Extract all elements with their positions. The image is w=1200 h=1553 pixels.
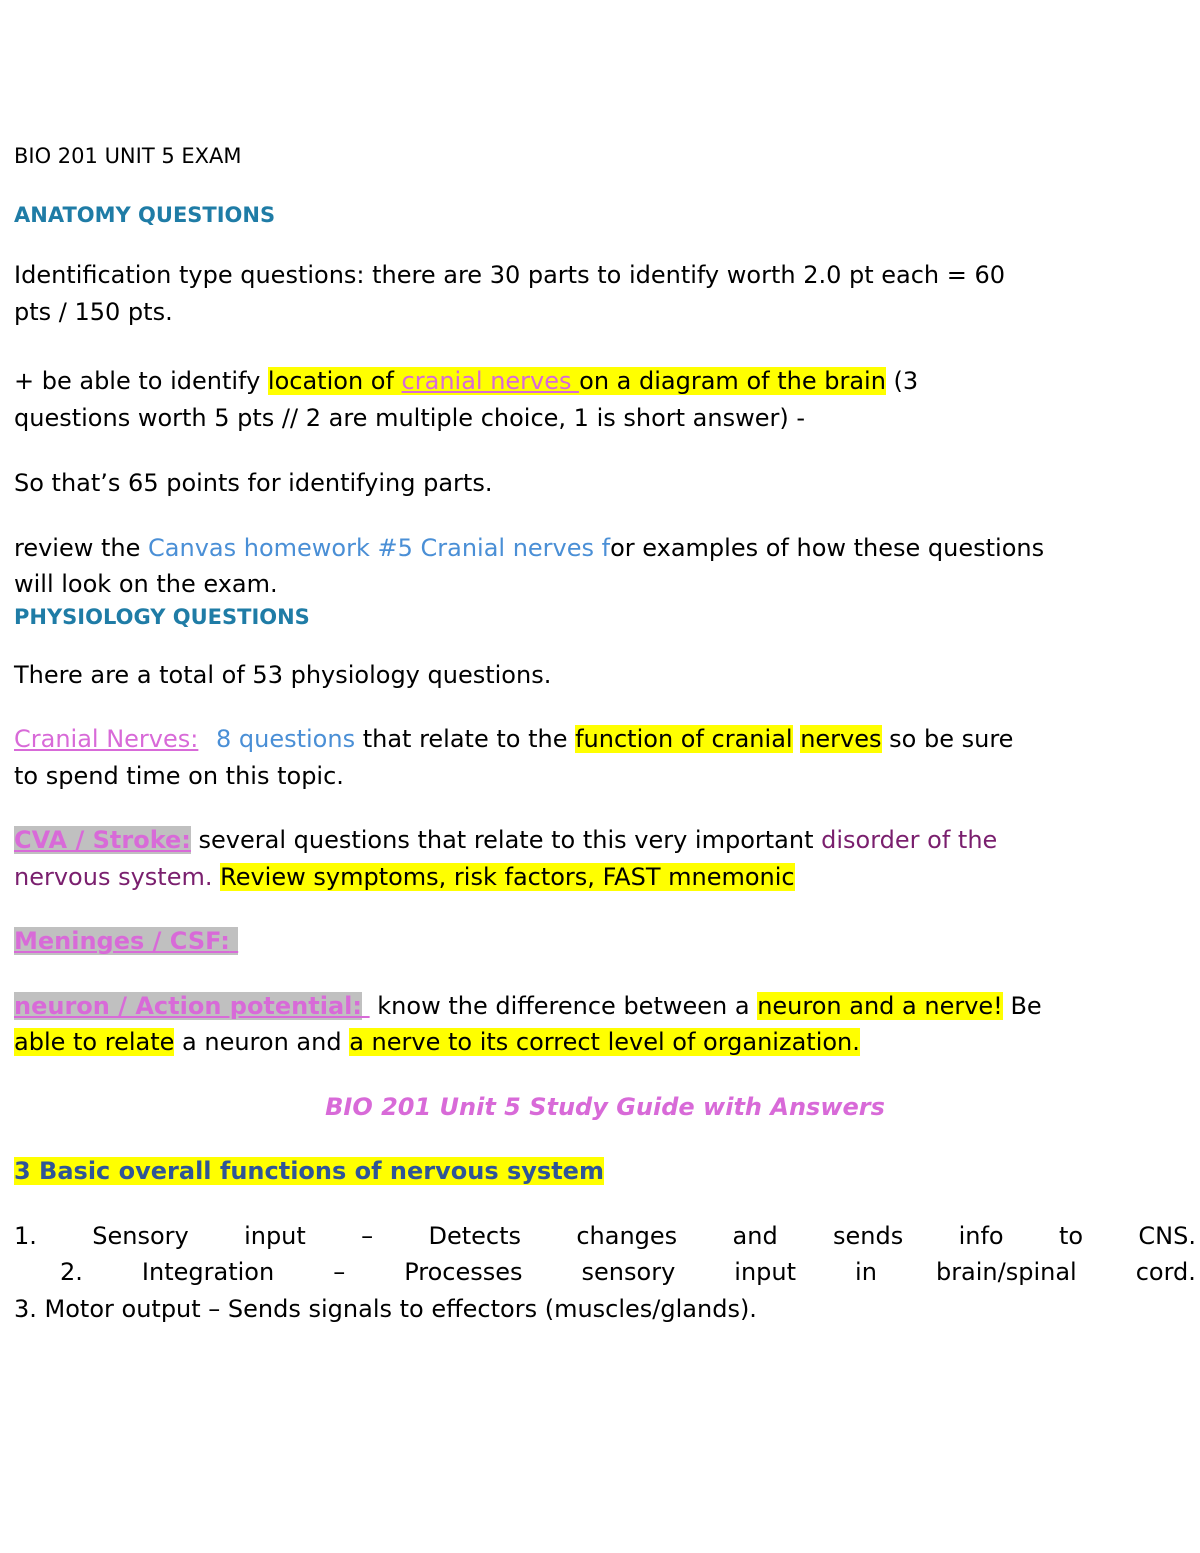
word: in	[855, 1258, 877, 1286]
anatomy-heading: ANATOMY QUESTIONS	[14, 203, 276, 227]
list-item	[14, 1254, 1196, 1291]
text-line: pts / 150 pts.	[14, 297, 173, 326]
highlighted-text: location of	[267, 367, 402, 395]
word: input	[244, 1221, 306, 1250]
text-line: questions worth 5 pts // 2 are multiple choice, 1 is short answer) -	[14, 403, 806, 432]
document-page	[14, 141, 1196, 1327]
highlighted-text: neuron and a nerve!	[757, 991, 1003, 1020]
list-item: 3. Motor output – Sends signals to effectors (muscles/glands).	[14, 1294, 757, 1323]
word: CNS.	[1138, 1221, 1196, 1250]
word: –	[361, 1221, 374, 1250]
meninges-section	[14, 923, 1196, 960]
text-run: several questions that relate to this very important	[190, 826, 822, 854]
physiology-total: There are a total of 53 physiology questions.	[14, 660, 552, 689]
text-run: Be	[1002, 991, 1042, 1020]
word: Sensory	[92, 1221, 189, 1250]
text-line: Identification type questions: there are 30 parts to identify worth 2.0 pt each = 60	[14, 261, 1006, 289]
highlighted-text: on a diagram of the brain	[579, 367, 886, 395]
highlighted-text: a nerve to its correct level of organization.	[349, 1028, 860, 1056]
meninges-label: Meninges / CSF:	[14, 927, 230, 955]
neuron-label: neuron / Action potential:	[14, 991, 362, 1020]
cranial-nerves-section	[14, 721, 1196, 794]
text-run: know the difference between a	[369, 991, 758, 1020]
word: changes	[576, 1221, 678, 1250]
list-item	[14, 1218, 1196, 1255]
anatomy-paragraph-4	[14, 530, 1196, 603]
physiology-heading: PHYSIOLOGY QUESTIONS	[14, 604, 310, 629]
purple-text: disorder of the	[821, 826, 998, 854]
text-line: will look on the exam.	[14, 570, 278, 598]
cranial-nerves-label: Cranial Nerves:	[14, 725, 199, 753]
word: Processes	[404, 1258, 523, 1286]
cranial-nerves-link[interactable]: cranial nerves	[401, 367, 580, 395]
word: Detects	[428, 1221, 522, 1250]
text-run: a neuron and	[174, 1028, 350, 1056]
highlighted-text: function of cranial	[575, 725, 793, 753]
question-count: 8 questions	[208, 725, 356, 753]
text-run: that relate to the	[355, 725, 576, 753]
anatomy-paragraph-2	[14, 363, 1196, 436]
word: 1.	[14, 1221, 37, 1250]
anatomy-paragraph-3: So that’s 65 points for identifying parts.	[14, 469, 493, 497]
cva-section	[14, 822, 1196, 895]
word: sends	[833, 1221, 904, 1250]
word: 2.	[60, 1258, 83, 1286]
purple-text: nervous system.	[14, 862, 213, 891]
highlighted-text: able to relate	[14, 1028, 175, 1056]
highlighted-text: Review symptoms, risk factors, FAST mnemonic	[220, 862, 795, 891]
study-guide-title: BIO 201 Unit 5 Study Guide with Answers	[325, 1092, 885, 1121]
word: brain/spinal	[935, 1258, 1077, 1286]
word: to	[1058, 1221, 1084, 1250]
text-run: review the	[14, 533, 149, 562]
anatomy-paragraph-1	[14, 257, 1196, 330]
word: and	[732, 1221, 778, 1250]
cva-stroke-label: CVA / Stroke:	[14, 826, 191, 854]
functions-list	[14, 1218, 1196, 1328]
canvas-homework-link[interactable]: Canvas homework #5 Cranial nerves f	[148, 533, 611, 562]
word: cord.	[1135, 1258, 1196, 1286]
text-run: + be able to identify	[14, 367, 268, 395]
word: info	[958, 1221, 1004, 1250]
word: input	[734, 1258, 797, 1286]
functions-heading-wrap	[14, 1153, 1196, 1190]
document-title: BIO 201 UNIT 5 EXAM	[14, 144, 242, 168]
word: Integration	[141, 1258, 275, 1286]
word: sensory	[581, 1258, 676, 1286]
text-run: (3	[885, 367, 919, 395]
functions-heading: 3 Basic overall functions of nervous system	[14, 1157, 604, 1185]
highlighted-text: nerves	[800, 725, 882, 753]
text-line: to spend time on this topic.	[14, 761, 344, 790]
neuron-section	[14, 988, 1196, 1061]
text-run: or examples of how these questions	[610, 533, 1045, 562]
word: –	[333, 1258, 346, 1286]
text-run: so be sure	[881, 725, 1014, 753]
